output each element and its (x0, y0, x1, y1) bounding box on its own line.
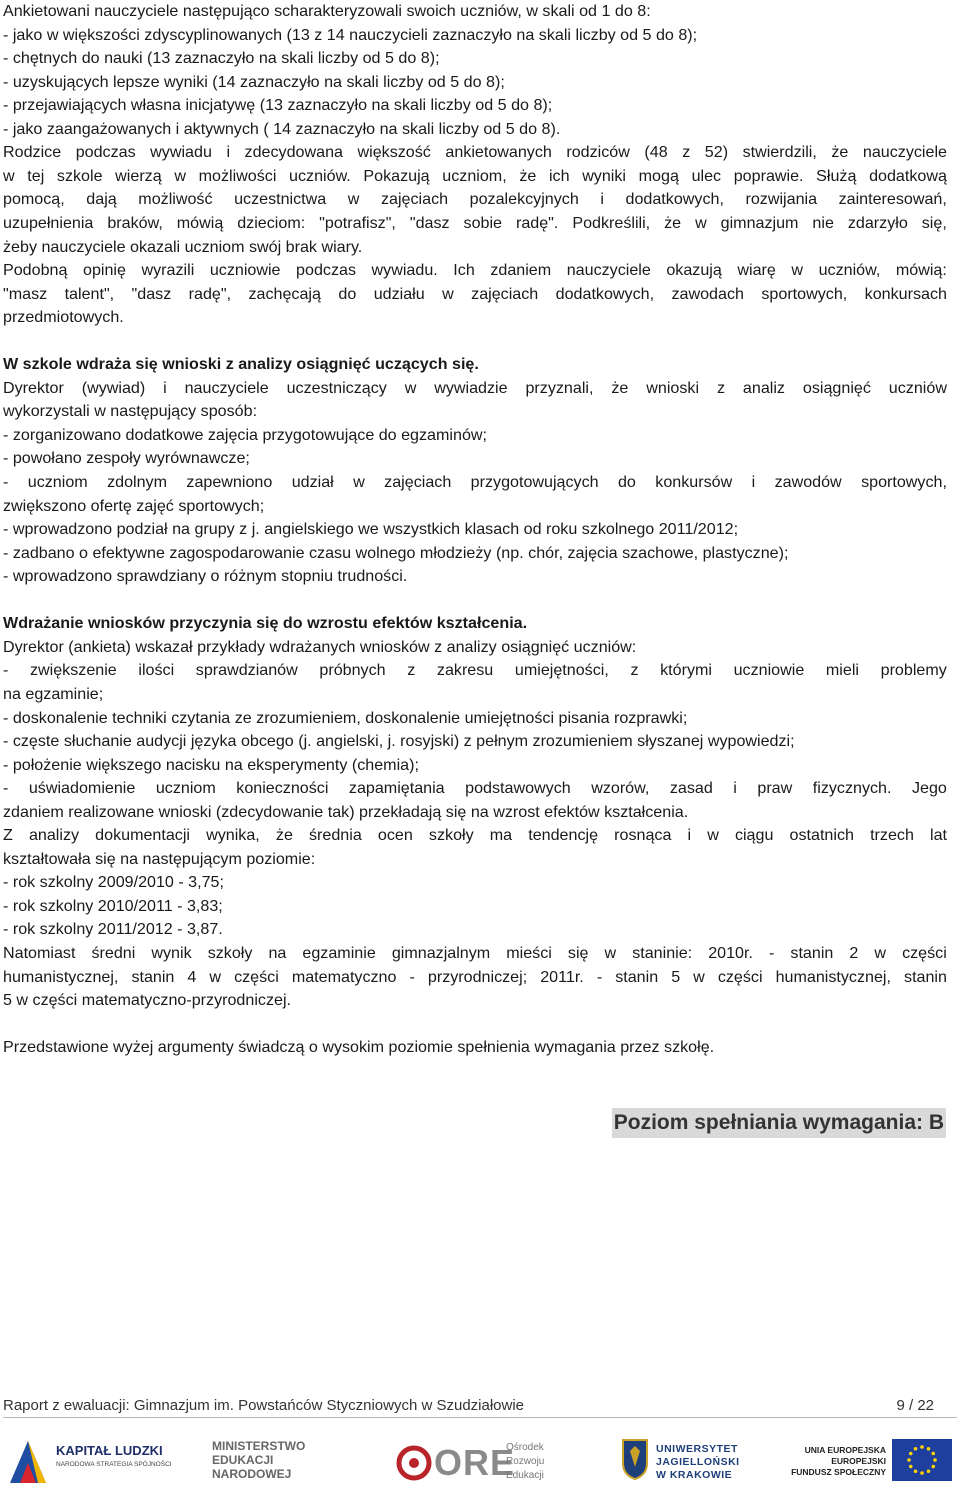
text-line: - powołano zespoły wyrównawcze; (3, 449, 250, 468)
eu-flag-icon (892, 1439, 952, 1481)
men-logo (212, 1431, 332, 1491)
footer-divider (3, 1417, 957, 1418)
text-line: przedmiotowych. (3, 308, 124, 327)
text-line: uzupełnienia braków, mówią dzieciom: "potrafisz", "dasz sobie radę". Podkreślili, że w gimnazjum nie zdarzyło się, (3, 213, 947, 232)
sponsor-logos-bar (0, 1425, 960, 1503)
text-line: pomocą, dają możliwość uczestnictwa w zajęciach pozalekcyjnych i dodatkowych, rozwijania zainteresowań, (3, 190, 947, 209)
section-heading: Wdrażanie wniosków przyczynia się do wzrostu efektów kształcenia. (3, 614, 528, 633)
text-line: - rok szkolny 2009/2010 - 3,75; (3, 873, 224, 892)
kapital-ludzki-logo (6, 1431, 176, 1491)
text-line: Dyrektor (wywiad) i nauczyciele uczestniczący w wywiadzie przyznali, że wnioski z analiz osiągnięć uczniów (3, 378, 947, 397)
text-line: żeby nauczyciele okazali uczniom swój brak wiary. (3, 237, 363, 256)
text-line: Natomiast średni wynik szkoły na egzaminie gimnazjalnym mieści się w staninie: 2010r. - stanin 2 w części (3, 944, 947, 962)
kapital-ludzki-icon (6, 1437, 50, 1487)
text-line: - położenie większego nacisku na eksperymenty (chemia); (3, 755, 419, 774)
ore-line-1: Ośrodek (506, 1442, 544, 1453)
eu-star (914, 1469, 918, 1473)
text-line: Z analizy dokumentacji wynika, że średnia ocen szkoły ma tendencję rosnąca i w ciągu ostatnich trzech lat (3, 826, 947, 845)
uj-logo (620, 1431, 750, 1491)
text-line: "masz talent", "dasz radę", zachęcają do udziału w zajęciach dodatkowych, zawodach sportowych, konkursach (3, 284, 947, 303)
eu-star (927, 1447, 931, 1451)
kapital-ludzki-subtitle: NARODOWA STRATEGIA SPÓJNOŚCI (56, 1461, 172, 1468)
text-line: - zwiększenie ilości sprawdzianów próbnych z zakresu umiejętności, z którymi uczniowie mieli problemy (3, 661, 947, 680)
eu-star (909, 1452, 913, 1456)
uj-crest-icon (620, 1437, 650, 1481)
text-line: Przedstawione wyżej argumenty świadczą o wysokim poziomie spełnienia wymagania przez szkołę. (3, 1038, 715, 1057)
text-line: - uświadomienie uczniom konieczności zapamiętania podstawowych wzorów, zasad i praw fizycznych. Jego (3, 779, 947, 798)
eu-star (931, 1452, 935, 1456)
text-line: - rok szkolny 2010/2011 - 3,83; (3, 896, 223, 915)
text-line: zdaniem realizowane wnioski (zdecydowanie tak) przekładają się na wzrost efektów kształcenia. (3, 802, 689, 821)
text-line: - rok szkolny 2011/2012 - 3,87. (3, 920, 223, 939)
text-line: - uczniom zdolnym zapewniono udział w zajęciach przygotowujących do konkursów i zawodów sportowych, (3, 473, 947, 491)
eu-star (931, 1465, 935, 1469)
text-line: - uzyskujących lepsze wyniki (14 zaznaczyło na skali liczby od 5 do 8); (3, 72, 505, 91)
ore-line-2: Rozwoju (506, 1456, 545, 1467)
ore-emblem-icon (396, 1445, 432, 1481)
text-line: - przejawiających własna inicjatywę (13 zaznaczyło na skali liczby od 5 do 8); (3, 96, 553, 115)
ore-wordmark: ORE (434, 1442, 516, 1483)
eu-star (933, 1458, 937, 1462)
eu-line-2: EUROPEJSKI (831, 1456, 886, 1466)
footer-page-number: 9 / 22 (896, 1397, 934, 1414)
text-line: - chętnych do nauki (13 zaznaczyło na skali liczby od 5 do 8); (3, 49, 440, 68)
ore-line-3: Edukacji (506, 1470, 544, 1481)
text-line: humanistycznej, stanin 4 w części matematyczno - przyrodniczej; 2011r. - stanin 5 w części humanistycznej, stanin (3, 967, 947, 986)
text-line: Podobną opinię wyrazili uczniowie podczas wywiadu. Ich zdaniem nauczyciele okazują wiarę w uczniów, mówią: (3, 261, 947, 280)
uj-line-1: UNIWERSYTET (656, 1443, 738, 1455)
text-line: 5 w części matematyczno-przyrodniczej. (3, 991, 291, 1010)
text-line: zwiększono ofertę zajęć sportowych; (3, 496, 265, 515)
text-line: - wprowadzono podział na grupy z j. angielskiego we wszystkich klasach od roku szkolnego 2011/2012; (3, 520, 739, 539)
eu-star (909, 1465, 913, 1469)
kapital-ludzki-title: KAPITAŁ LUDZKI (56, 1443, 163, 1458)
text-line: - doskonalenie techniki czytania ze zrozumieniem, doskonalenie umiejętności pisania rozprawki; (3, 708, 688, 727)
text-line: Rodzice podczas wywiadu i zdecydowana większość ankietowanych rodziców (48 z 52) stwierdzili, że nauczyciele (3, 143, 947, 162)
eu-star (920, 1445, 924, 1449)
uj-line-3: W KRAKOWIE (656, 1469, 733, 1481)
ore-logo (392, 1431, 562, 1491)
eu-logo (776, 1431, 956, 1491)
requirement-level-heading: Poziom spełniania wymagania: B (612, 1108, 946, 1138)
eu-star (927, 1469, 931, 1473)
text-line: kształtowała się na następującym poziomie: (3, 849, 316, 868)
text-line: Dyrektor (ankieta) wskazał przykłady wdrażanych wniosków z analizy osiągnięć uczniów: (3, 637, 637, 656)
text-line: - jako w większości zdyscyplinowanych (13 z 14 nauczycieli zaznaczyło na skali liczby od 5 do 8); (3, 25, 698, 44)
eu-star (920, 1471, 924, 1475)
text-line: Ankietowani nauczyciele następująco scharakteryzowali swoich uczniów, w skali od 1 do 8: (3, 2, 651, 20)
text-line: - wprowadzono sprawdziany o różnym stopniu trudności. (3, 567, 408, 586)
text-line: - zorganizowano dodatkowe zajęcia przygotowujące do egzaminów; (3, 425, 487, 444)
text-line: w tej szkole wierzą w możliwości uczniów. Pokazują uczniom, że ich wyniki mogą ulec poprawie. Służą dodatkową (3, 166, 947, 185)
men-line-3: NARODOWEJ (212, 1467, 292, 1481)
text-line: - zadbano o efektywne zagospodarowanie czasu wolnego młodzieży (np. chór, zajęcia szachowe, plastyczne); (3, 543, 789, 562)
text-line: - częste słuchanie audycji języka obcego (j. angielski, j. rosyjski) z pełnym zrozumieniem słyszanej wypowiedzi; (3, 732, 795, 751)
section-heading: W szkole wdraża się wnioski z analizy osiągnięć uczących się. (3, 355, 479, 374)
eu-line-3: FUNDUSZ SPOŁECZNY (791, 1467, 886, 1477)
text-line: wykorzystali w następujący sposób: (3, 402, 258, 421)
uj-line-2: JAGIELLOŃSKI (656, 1456, 740, 1468)
text-line: na egzaminie; (3, 684, 104, 703)
eu-star (914, 1447, 918, 1451)
men-line-2: EDUKACJI (212, 1453, 274, 1467)
men-line-1: MINISTERSTWO (212, 1439, 306, 1453)
eu-star (907, 1458, 911, 1462)
footer-report-title: Raport z ewaluacji: Gimnazjum im. Powstańców Styczniowych w Szudziałowie (3, 1397, 525, 1414)
text-line: - jako zaangażowanych i aktywnych ( 14 zaznaczyło na skali liczby od 5 do 8). (3, 119, 561, 138)
eu-line-1: UNIA EUROPEJSKA (804, 1445, 886, 1455)
